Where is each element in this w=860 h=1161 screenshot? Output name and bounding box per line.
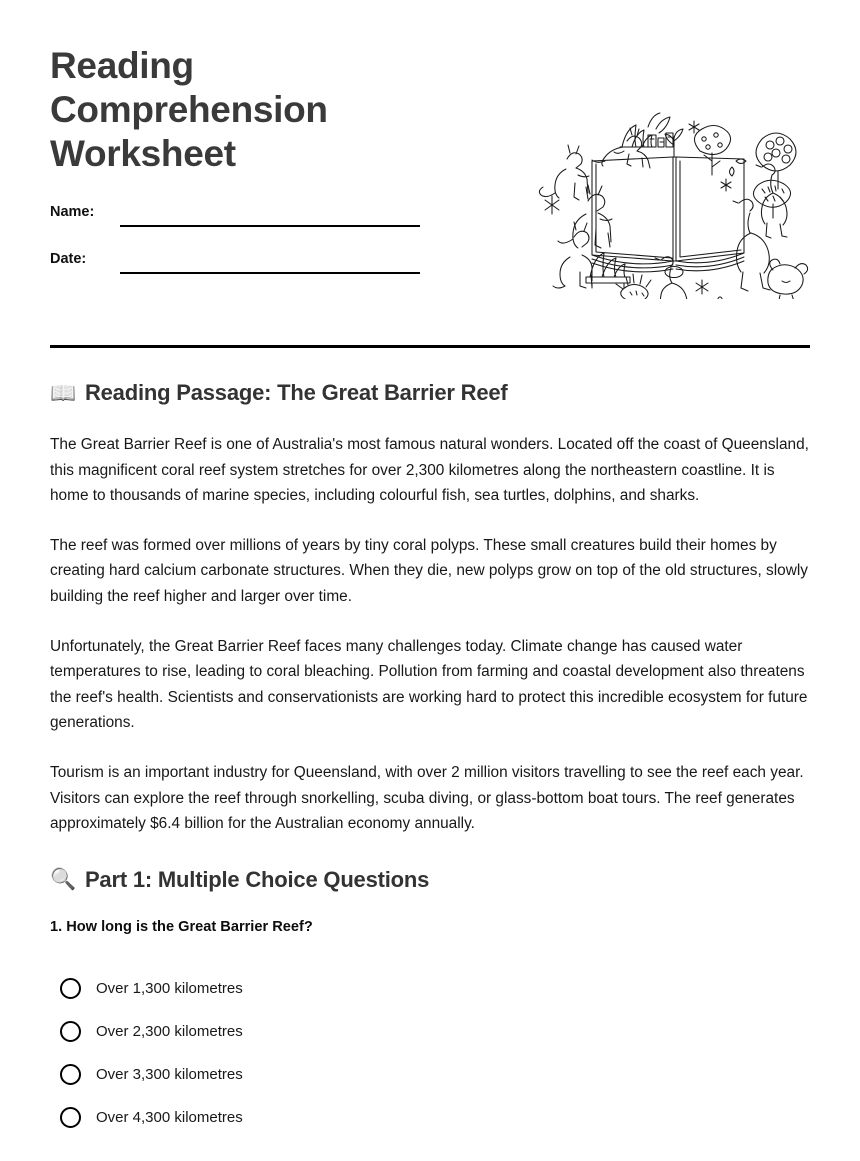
date-field-line[interactable] [120, 272, 420, 274]
gum-tree-icon [694, 126, 730, 176]
passage-paragraph: The reef was formed over millions of years by tiny coral polyps. These small creatures build their homes by creating hard calcium carbonate structures. When they die, new polyps grow on top of the old structures, slowly building the reef higher and larger over time. [50, 536, 808, 605]
part1-heading [50, 867, 810, 893]
open-book-icon: 📖 [50, 381, 76, 405]
question-1-options [50, 967, 810, 1139]
worksheet-content [50, 380, 810, 1139]
reading-passage-heading-label: Reading Passage: The Great Barrier Reef [84, 380, 508, 405]
radio-button-icon[interactable] [60, 1107, 81, 1128]
passage-paragraph: Tourism is an important industry for Queensland, with over 2 million visitors travelling to see the reef each year. Visitors can explore the reef through snorkelling, scuba diving, or glass-bottom boat tours. The reef generates approximately $6.4 billion for the Australian economy annually. [50, 763, 804, 833]
radio-button-icon[interactable] [60, 1021, 81, 1042]
option-d-label: Over 4,300 kilometres [96, 1108, 243, 1126]
title-block [50, 44, 450, 292]
open-book-with-australian-wildlife-illustration [530, 109, 820, 299]
option-b-label: Over 2,300 kilometres [96, 1022, 243, 1040]
shrub-icon [753, 180, 790, 218]
radio-button-icon[interactable] [60, 1064, 81, 1085]
passage-paragraph: Unfortunately, the Great Barrier Reef faces many challenges today. Climate change has caused water temperatures to rise, leading to coral bleaching. Pollution from farming and coastal development also threatens the reef's health. Scientists and conservationists are working hard to protect this incredible ecosystem for future generations. [50, 637, 808, 732]
kangaroo-top-icon [592, 128, 650, 168]
emu-lower-icon [733, 199, 770, 291]
student-fields [50, 198, 450, 292]
kangaroo-lower-left-icon [558, 185, 612, 248]
option-c-label: Over 3,300 kilometres [96, 1065, 243, 1083]
option-c[interactable] [50, 1053, 810, 1096]
option-b[interactable] [50, 1010, 810, 1053]
date-field-label: Date: [50, 251, 87, 267]
question-1 [50, 919, 810, 1139]
opera-house-top-icon [620, 125, 656, 147]
magnifying-glass-icon: 🔍 [50, 868, 76, 892]
flower-rosette-icon [616, 274, 651, 299]
option-a[interactable] [50, 967, 810, 1010]
reading-passage [50, 432, 810, 837]
option-a-label: Over 1,300 kilometres [96, 979, 243, 997]
kangaroo-left-icon [539, 145, 589, 200]
reading-passage-heading [50, 380, 810, 406]
radio-button-icon[interactable] [60, 978, 81, 999]
worksheet-header [50, 44, 810, 294]
koala-icon [768, 259, 808, 299]
book-shape [592, 157, 744, 278]
part1-heading-label: Part 1: Multiple Choice Questions [84, 866, 430, 892]
name-field-row [50, 198, 450, 245]
page-title: Reading Comprehension Worksheet [50, 45, 328, 174]
question-1-text: 1. How long is the Great Barrier Reef? [50, 918, 313, 935]
header-divider [50, 345, 810, 348]
name-field-line[interactable] [120, 225, 420, 227]
name-field-label: Name: [50, 204, 95, 220]
option-d[interactable] [50, 1096, 810, 1139]
wallaby-small-icon [614, 151, 624, 153]
date-field-row [50, 245, 450, 292]
passage-paragraph: The Great Barrier Reef is one of Australia's most famous natural wonders. Located off the coast of Queensland, this magnificent coral reef system stretches for over 2,300 kilometres along the northeastern coastline. It is home to thousands of marine species, including colourful fish, sea turtles, dolphins, and sharks. [50, 436, 809, 505]
